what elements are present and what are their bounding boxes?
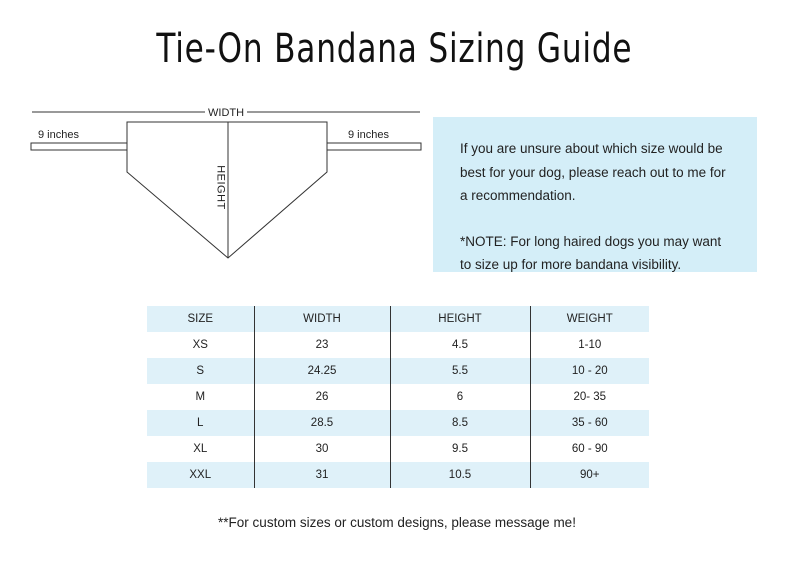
size-chart-table — [147, 306, 649, 488]
height-cell: 10.5 — [390, 462, 530, 488]
height-cell: 4.5 — [390, 332, 530, 358]
width-cell: 23 — [254, 332, 390, 358]
size-cell: XS — [192, 339, 208, 351]
size-cell: L — [197, 417, 204, 429]
width-cell: 24.25 — [254, 358, 390, 384]
weight-cell: 35 - 60 — [530, 410, 649, 436]
recommendation-note — [433, 117, 757, 272]
header-weight: WEIGHT — [530, 306, 649, 332]
table-row — [147, 410, 649, 436]
weight-cell: 1-10 — [530, 332, 649, 358]
weight-cell: 20- 35 — [530, 384, 649, 410]
table-row — [147, 358, 649, 384]
header-width: WIDTH — [254, 306, 390, 332]
size-cell: XL — [193, 443, 208, 455]
height-cell: 6 — [390, 384, 530, 410]
table-row — [147, 384, 649, 410]
height-cell: 9.5 — [390, 436, 530, 462]
size-cell: S — [196, 365, 205, 377]
table-header-row — [147, 306, 649, 332]
left-tie-length-label: 9 inches — [38, 129, 79, 141]
height-cell: 8.5 — [390, 410, 530, 436]
width-cell: 31 — [254, 462, 390, 488]
width-label: WIDTH — [205, 107, 247, 120]
width-cell: 26 — [254, 384, 390, 410]
table-row — [147, 332, 649, 358]
height-label: HEIGHT — [214, 165, 227, 210]
weight-cell: 60 - 90 — [530, 436, 649, 462]
bandana-diagram — [0, 0, 430, 280]
width-cell: 28.5 — [254, 410, 390, 436]
page-title: Tie-On Bandana Sizing Guide — [156, 26, 633, 72]
height-cell: 5.5 — [390, 358, 530, 384]
table-row — [147, 462, 649, 488]
custom-order-footer: **For custom sizes or custom designs, please message me! — [218, 515, 576, 530]
note-long-hair-text: *NOTE: For long haired dogs you may want to size up for more bandana visibility. — [460, 233, 722, 272]
weight-cell: 10 - 20 — [530, 358, 649, 384]
weight-cell: 90+ — [530, 462, 649, 488]
note-recommendation-text: If you are unsure about which size would be best for your dog, please reach out to me for a recommendation. — [460, 141, 726, 203]
width-cell: 30 — [254, 436, 390, 462]
right-tie-length-label: 9 inches — [348, 129, 389, 141]
size-cell: M — [195, 391, 206, 403]
header-size: SIZE — [187, 313, 214, 325]
size-cell: XXL — [189, 469, 212, 481]
table-row — [147, 436, 649, 462]
header-height: HEIGHT — [390, 306, 530, 332]
